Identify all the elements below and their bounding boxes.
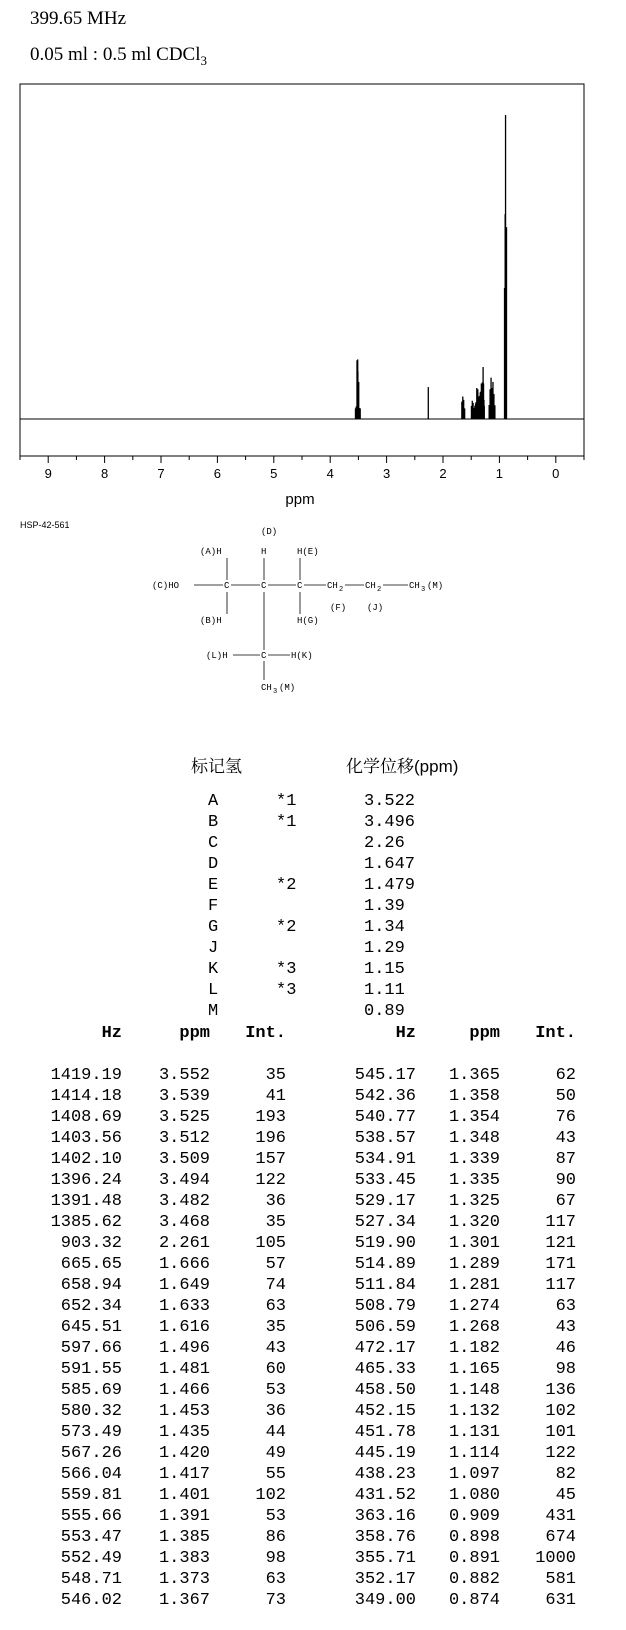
assignment-row	[0, 897, 626, 918]
peak-row	[0, 1192, 626, 1213]
peak-row	[0, 1423, 626, 1444]
assignment-shift: 1.34	[364, 918, 405, 937]
peak-int: 63	[265, 1570, 286, 1589]
peak-int: 76	[555, 1108, 576, 1127]
carbon-2: C	[261, 581, 267, 591]
ch2-sub-j: 2	[377, 586, 382, 594]
peak-ppm: 1.383	[158, 1549, 210, 1568]
assignment-label: D	[208, 855, 219, 874]
assignment-row	[0, 792, 626, 813]
nmr-spectrum-chart	[0, 80, 626, 516]
peak-row	[0, 1465, 626, 1486]
peak-ppm: 0.882	[448, 1570, 500, 1589]
carbon-3: C	[297, 581, 303, 591]
structure-label-b: (B)H	[200, 616, 222, 626]
peak-int: 102	[545, 1402, 576, 1421]
assignment-label: C	[208, 834, 219, 853]
peak-ppm: 1.165	[448, 1360, 500, 1379]
peak-int: 74	[265, 1276, 286, 1295]
peak-row	[0, 1255, 626, 1276]
peak-row	[0, 1570, 626, 1591]
peak-hz: 508.79	[354, 1297, 416, 1316]
peak-hz: 580.32	[60, 1402, 122, 1421]
peak-ppm: 1.420	[158, 1444, 210, 1463]
assignment-label: M	[208, 1002, 219, 1021]
peak-row	[0, 1444, 626, 1465]
peak-hz: 665.65	[60, 1255, 122, 1274]
peak-hz: 465.33	[354, 1360, 416, 1379]
peak-ppm: 1.354	[448, 1108, 500, 1127]
x-tick-label: 1	[495, 466, 504, 481]
assignment-table	[0, 792, 626, 1023]
peak-int: 171	[545, 1255, 576, 1274]
sample-conditions	[30, 44, 207, 69]
peak-ppm: 0.909	[448, 1507, 500, 1526]
assignment-note: *2	[276, 876, 297, 895]
peak-int: 631	[545, 1591, 576, 1610]
peak-ppm: 1.114	[448, 1444, 500, 1463]
peak-int: 98	[555, 1360, 576, 1379]
peak-hz: 1408.69	[50, 1108, 122, 1127]
peak-ppm: 1.417	[158, 1465, 210, 1484]
assignment-label: F	[208, 897, 219, 916]
peak-ppm: 2.261	[158, 1234, 210, 1253]
ch3-group-m-top: CH	[409, 581, 420, 591]
peak-int: 67	[555, 1192, 576, 1211]
peak-hz: 1391.48	[50, 1192, 122, 1211]
conditions-text: 0.05 ml : 0.5 ml CDCl	[30, 44, 201, 65]
ch3-group-m-bottom: CH	[261, 683, 272, 693]
peak-ppm: 1.148	[448, 1381, 500, 1400]
x-tick-label: 8	[100, 466, 109, 481]
peak-ppm: 1.268	[448, 1318, 500, 1337]
peak-row	[0, 1129, 626, 1150]
spectrometer-frequency: 399.65 MHz	[30, 8, 127, 29]
peak-ppm: 1.131	[448, 1423, 500, 1442]
peak-ppm: 1.132	[448, 1402, 500, 1421]
peak-ppm: 0.891	[448, 1549, 500, 1568]
assignment-label: B	[208, 813, 219, 832]
peak-hz: 1385.62	[50, 1213, 122, 1232]
peak-int: 49	[265, 1444, 286, 1463]
peak-int: 62	[555, 1066, 576, 1085]
assignment-note: *1	[276, 813, 297, 832]
peak-int: 117	[545, 1213, 576, 1232]
peak-hz: 506.59	[354, 1318, 416, 1337]
structure-label-g: H(G)	[297, 616, 319, 626]
peak-ppm: 1.097	[448, 1465, 500, 1484]
x-tick-label: 0	[552, 466, 560, 481]
header-hz-2: Hz	[395, 1024, 416, 1043]
peak-ppm: 1.365	[448, 1066, 500, 1085]
ch3-sub-m-bottom: 3	[273, 688, 278, 696]
peak-hz: 358.76	[354, 1528, 416, 1547]
carbon-7: C	[261, 651, 267, 661]
x-tick-label: 3	[382, 466, 391, 481]
peak-row	[0, 1297, 626, 1318]
peak-ppm: 1.080	[448, 1486, 500, 1505]
peak-ppm: 1.358	[448, 1087, 500, 1106]
peak-ppm: 0.898	[448, 1528, 500, 1547]
peak-hz: 566.04	[60, 1465, 122, 1484]
peak-ppm: 1.281	[448, 1276, 500, 1295]
peak-hz: 472.17	[354, 1339, 416, 1358]
peak-row	[0, 1402, 626, 1423]
header-int-1: Int.	[245, 1024, 286, 1043]
assignment-row	[0, 981, 626, 1002]
peak-int: 87	[555, 1150, 576, 1169]
assignment-note: *3	[276, 981, 297, 1000]
peak-hz: 540.77	[354, 1108, 416, 1127]
peak-int: 60	[265, 1360, 286, 1379]
x-axis-ticks	[20, 456, 584, 481]
peak-ppm: 1.453	[158, 1402, 210, 1421]
peak-hz: 355.71	[354, 1549, 416, 1568]
header-hz-1: Hz	[101, 1024, 122, 1043]
peak-hz: 903.32	[60, 1234, 122, 1253]
peak-hz: 597.66	[60, 1339, 122, 1358]
peak-hz: 658.94	[60, 1276, 122, 1295]
peak-ppm: 3.539	[158, 1087, 210, 1106]
x-axis-label: ppm	[285, 491, 315, 508]
peak-row	[0, 1549, 626, 1570]
assignment-shift: 0.89	[364, 1002, 405, 1021]
spectrum-code: HSP-42-561	[20, 520, 70, 530]
peak-hz: 352.17	[354, 1570, 416, 1589]
carbon-1: C	[224, 581, 230, 591]
peak-ppm: 3.525	[158, 1108, 210, 1127]
structure-label-k: H(K)	[291, 651, 313, 661]
ch2-group-j: CH	[365, 581, 376, 591]
peak-hz: 546.02	[60, 1591, 122, 1610]
peak-hz: 1402.10	[50, 1150, 122, 1169]
assignment-label: G	[208, 918, 219, 937]
peak-hz: 591.55	[60, 1360, 122, 1379]
peak-group	[355, 115, 506, 419]
peak-hz: 645.51	[60, 1318, 122, 1337]
peak-int: 117	[545, 1276, 576, 1295]
assignment-row	[0, 960, 626, 981]
assignment-shift: 1.39	[364, 897, 405, 916]
peak-row	[0, 1339, 626, 1360]
peak-row	[0, 1087, 626, 1108]
peak-int: 101	[545, 1423, 576, 1442]
peak-int: 36	[265, 1402, 286, 1421]
peak-ppm: 1.391	[158, 1507, 210, 1526]
peak-hz: 534.91	[354, 1150, 416, 1169]
assignment-note: *2	[276, 918, 297, 937]
peak-hz: 452.15	[354, 1402, 416, 1421]
peak-row	[0, 1234, 626, 1255]
peak-ppm: 3.494	[158, 1171, 210, 1190]
peak-int: 73	[265, 1591, 286, 1610]
peak-hz: 567.26	[60, 1444, 122, 1463]
assignment-shift: 3.522	[364, 792, 416, 811]
peak-int: 46	[555, 1339, 576, 1358]
peak-hz: 555.66	[60, 1507, 122, 1526]
peak-int: 35	[265, 1066, 286, 1085]
peak-int: 63	[555, 1297, 576, 1316]
peak-ppm: 1.616	[158, 1318, 210, 1337]
assignment-label: E	[208, 876, 219, 895]
structure-label-m-bottom: (M)	[279, 683, 296, 693]
assignment-row	[0, 855, 626, 876]
peak-hz: 519.90	[354, 1234, 416, 1253]
peak-ppm: 3.468	[158, 1213, 210, 1232]
peak-int: 55	[265, 1465, 286, 1484]
structure-label-m-top: (M)	[427, 581, 444, 591]
assignment-row	[0, 1002, 626, 1023]
peak-ppm: 1.633	[158, 1297, 210, 1316]
structure-label-f: (F)	[330, 603, 347, 613]
x-tick-label: 4	[326, 466, 334, 481]
peak-int: 122	[255, 1171, 286, 1190]
ch2-sub-f: 2	[339, 586, 344, 594]
peak-int: 36	[265, 1192, 286, 1211]
peak-ppm: 3.552	[158, 1066, 210, 1085]
peak-ppm: 3.482	[158, 1192, 210, 1211]
peak-hz: 529.17	[354, 1192, 416, 1211]
peak-ppm: 1.274	[448, 1297, 500, 1316]
assignment-note: *1	[276, 792, 297, 811]
peak-int: 193	[255, 1108, 286, 1127]
peak-row	[0, 1108, 626, 1129]
assignment-shift: 2.26	[364, 834, 405, 853]
peak-int: 53	[265, 1381, 286, 1400]
peak-hz: 585.69	[60, 1381, 122, 1400]
peak-table-body	[0, 1066, 626, 1612]
structure-label-d-text: (D)	[261, 527, 278, 537]
peak-ppm: 1.496	[158, 1339, 210, 1358]
peak-int: 43	[555, 1318, 576, 1337]
peak-ppm: 1.435	[158, 1423, 210, 1442]
peak-ppm: 1.373	[158, 1570, 210, 1589]
peak-int: 122	[545, 1444, 576, 1463]
assignment-label: J	[208, 939, 219, 958]
peak-hz: 652.34	[60, 1297, 122, 1316]
peak-ppm: 3.509	[158, 1150, 210, 1169]
peak-hz: 538.57	[354, 1129, 416, 1148]
assignment-label: K	[208, 960, 219, 979]
peak-hz: 527.34	[354, 1213, 416, 1232]
assignment-shift: 1.29	[364, 939, 405, 958]
peak-ppm: 1.367	[158, 1591, 210, 1610]
peak-ppm: 1.182	[448, 1339, 500, 1358]
peak-int: 43	[265, 1339, 286, 1358]
peak-ppm: 1.466	[158, 1381, 210, 1400]
peak-int: 196	[255, 1129, 286, 1148]
peak-hz: 559.81	[60, 1486, 122, 1505]
peak-ppm: 1.301	[448, 1234, 500, 1253]
peak-hz: 533.45	[354, 1171, 416, 1190]
peak-table-header	[0, 1024, 626, 1044]
peak-row	[0, 1360, 626, 1381]
peak-int: 674	[545, 1528, 576, 1547]
peak-hz: 349.00	[354, 1591, 416, 1610]
assignment-note: *3	[276, 960, 297, 979]
peak-int: 50	[555, 1087, 576, 1106]
x-tick-label: 7	[157, 466, 165, 481]
assignment-row	[0, 876, 626, 897]
peak-hz: 511.84	[354, 1276, 416, 1295]
peak-ppm: 1.649	[158, 1276, 210, 1295]
peak-int: 121	[545, 1234, 576, 1253]
peak-int: 105	[255, 1234, 286, 1253]
structure-label-c: (C)HO	[152, 581, 180, 591]
peak-int: 43	[555, 1129, 576, 1148]
peak-int: 1000	[535, 1549, 576, 1568]
assignment-row	[0, 918, 626, 939]
header-ppm-1: ppm	[179, 1024, 210, 1043]
assignment-shift: 1.479	[364, 876, 416, 895]
peak-ppm: 1.481	[158, 1360, 210, 1379]
peak-row	[0, 1150, 626, 1171]
peak-table	[0, 1024, 626, 1612]
assignment-row	[0, 834, 626, 855]
assignment-col-label: 标记氢	[191, 757, 242, 776]
peak-int: 102	[255, 1486, 286, 1505]
peak-ppm: 0.874	[448, 1591, 500, 1610]
structure-label-h-top: H	[261, 547, 267, 557]
ch2-group-f: CH	[327, 581, 338, 591]
peak-row	[0, 1318, 626, 1339]
molecular-structure	[150, 527, 470, 698]
peak-ppm: 1.348	[448, 1129, 500, 1148]
peak-hz: 1403.56	[50, 1129, 122, 1148]
peak-hz: 552.49	[60, 1549, 122, 1568]
x-tick-label: 9	[44, 466, 52, 481]
peak-row	[0, 1276, 626, 1297]
structure-label-l: (L)H	[206, 651, 228, 661]
peak-hz: 573.49	[60, 1423, 122, 1442]
peak-row	[0, 1486, 626, 1507]
x-tick-label: 6	[213, 466, 222, 481]
peak-row	[0, 1213, 626, 1234]
peak-int: 41	[265, 1087, 286, 1106]
conditions-subscript: 3	[200, 52, 207, 68]
peak-row	[0, 1507, 626, 1528]
peak-int: 90	[555, 1171, 576, 1190]
peak-int: 82	[555, 1465, 576, 1484]
assignment-shift: 1.647	[364, 855, 416, 874]
peak-int: 57	[265, 1255, 286, 1274]
ch3-sub-m-top: 3	[421, 586, 426, 594]
peak-ppm: 1.666	[158, 1255, 210, 1274]
peak-int: 63	[265, 1297, 286, 1316]
assignment-label: L	[208, 981, 219, 1000]
peak-int: 45	[555, 1486, 576, 1505]
peak-ppm: 1.385	[158, 1528, 210, 1547]
peak-hz: 363.16	[354, 1507, 416, 1526]
peak-int: 44	[265, 1423, 286, 1442]
assignment-shift: 1.15	[364, 960, 405, 979]
peak-int: 98	[265, 1549, 286, 1568]
header-ppm-2: ppm	[469, 1024, 500, 1043]
peak-hz: 514.89	[354, 1255, 416, 1274]
peak-ppm: 1.289	[448, 1255, 500, 1274]
peak-hz: 1419.19	[50, 1066, 122, 1085]
peak-int: 86	[265, 1528, 286, 1547]
structure-label-j: (J)	[367, 603, 384, 613]
assignment-shift: 1.11	[364, 981, 405, 1000]
assignment-label: A	[208, 792, 219, 811]
x-tick-label: 5	[270, 466, 278, 481]
peak-row	[0, 1528, 626, 1549]
peak-hz: 451.78	[354, 1423, 416, 1442]
header-int-2: Int.	[535, 1024, 576, 1043]
peak-hz: 1414.18	[50, 1087, 122, 1106]
peak-ppm: 1.325	[448, 1192, 500, 1211]
structure-label-a: (A)H	[200, 547, 222, 557]
peak-hz: 553.47	[60, 1528, 122, 1547]
assignment-row	[0, 813, 626, 834]
x-tick-label: 2	[439, 466, 447, 481]
peak-hz: 548.71	[60, 1570, 122, 1589]
peak-ppm: 1.339	[448, 1150, 500, 1169]
peak-hz: 438.23	[354, 1465, 416, 1484]
peak-ppm: 1.401	[158, 1486, 210, 1505]
peak-hz: 458.50	[354, 1381, 416, 1400]
peak-row	[0, 1171, 626, 1192]
assignment-shift: 3.496	[364, 813, 416, 832]
peak-int: 157	[255, 1150, 286, 1169]
peak-ppm: 1.320	[448, 1213, 500, 1232]
peak-int: 136	[545, 1381, 576, 1400]
peak-hz: 445.19	[354, 1444, 416, 1463]
peak-int: 35	[265, 1318, 286, 1337]
peak-hz: 545.17	[354, 1066, 416, 1085]
assignment-row	[0, 939, 626, 960]
peak-hz: 542.36	[354, 1087, 416, 1106]
peak-int: 581	[545, 1570, 576, 1589]
peak-int: 35	[265, 1213, 286, 1232]
peak-hz: 1396.24	[50, 1171, 122, 1190]
plot-frame	[20, 84, 584, 456]
peak-int: 431	[545, 1507, 576, 1526]
peak-row	[0, 1381, 626, 1402]
peak-ppm: 3.512	[158, 1129, 210, 1148]
peak-ppm: 1.335	[448, 1171, 500, 1190]
peak-hz: 431.52	[354, 1486, 416, 1505]
peak-row	[0, 1066, 626, 1087]
assignment-col-shift: 化学位移(ppm)	[346, 757, 459, 776]
structure-label-e: H(E)	[297, 547, 319, 557]
peak-row	[0, 1591, 626, 1612]
peak-int: 53	[265, 1507, 286, 1526]
